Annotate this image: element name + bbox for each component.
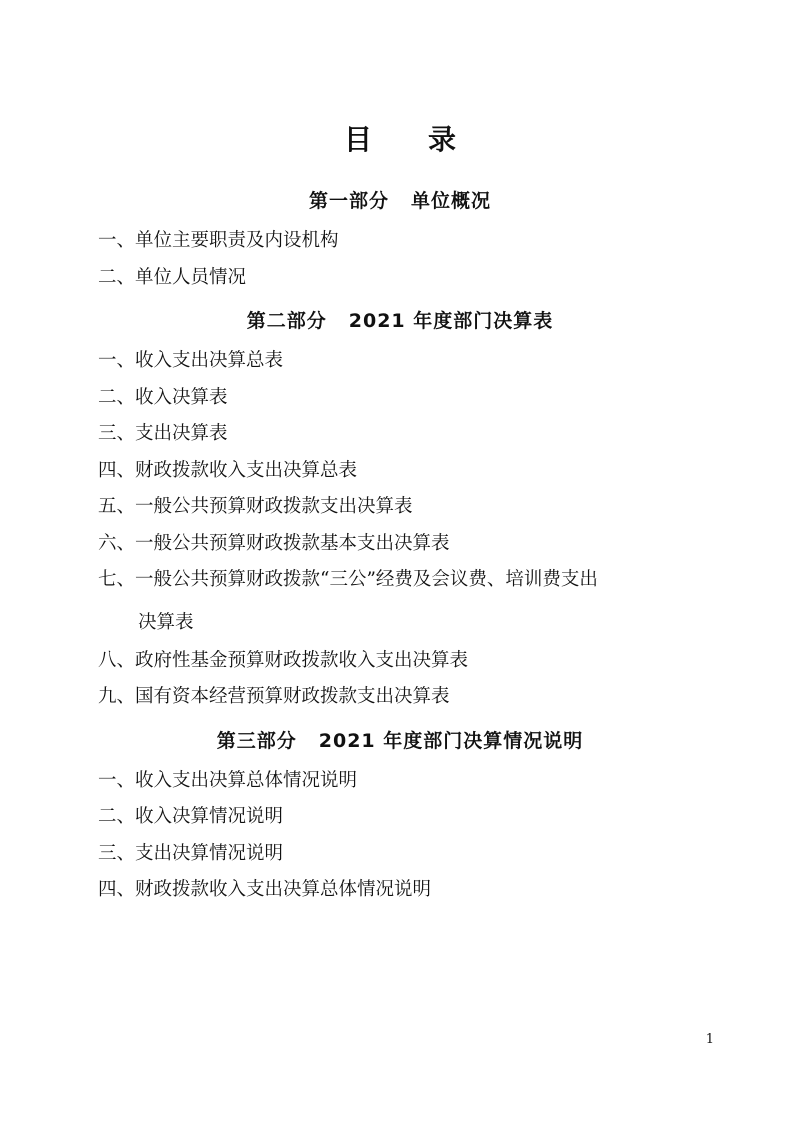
toc-entry[interactable]: [98, 260, 702, 297]
toc-section-1: [98, 186, 702, 296]
toc-entry-number: 三、: [98, 842, 136, 864]
toc-entry-number: 二、: [98, 806, 136, 827]
toc-entry-label: 收入决算表: [135, 386, 228, 408]
section-heading-2-label: 第二部分: [246, 310, 327, 332]
section-heading-1-title: 单位概况: [411, 190, 492, 212]
section-heading-2: [98, 306, 702, 333]
toc-entry-label: 财政拨款收入支出决算总表: [135, 459, 358, 481]
toc-entry[interactable]: [98, 223, 702, 260]
toc-entry-label: 国有资本经营预算财政拨款支出决算表: [135, 686, 450, 707]
toc-entry-number: 六、: [98, 532, 136, 554]
toc-entry[interactable]: [98, 489, 702, 526]
toc-entry-number: 二、: [98, 386, 136, 408]
toc-entry-label: 单位人员情况: [135, 266, 247, 288]
toc-entry-label: 支出决算情况说明: [135, 842, 284, 864]
section-heading-3-title: 2021 年度部门决算情况说明: [318, 729, 584, 752]
page-number: 1: [705, 1032, 714, 1047]
toc-entry[interactable]: [98, 562, 702, 599]
section-spacer: [98, 296, 702, 306]
toc-entry-number: 四、: [98, 459, 136, 481]
toc-entry[interactable]: [98, 679, 702, 716]
section-heading-3-label: 第三部分: [216, 729, 297, 752]
toc-entry-label: 收入支出决算总体情况说明: [135, 769, 358, 791]
section-heading-3: [98, 726, 702, 753]
toc-entry-number: 四、: [98, 879, 136, 900]
toc-entry-label: 收入支出决算总表: [135, 350, 284, 371]
toc-entry-number: 二、: [98, 266, 136, 288]
toc-entry-label: 财政拨款收入支出决算总体情况说明: [135, 879, 432, 900]
toc-entry[interactable]: [98, 380, 702, 417]
toc-entry[interactable]: [98, 416, 702, 453]
toc-entry[interactable]: [98, 453, 702, 490]
page-title: 目 录: [343, 123, 470, 156]
toc-entry-label: 支出决算表: [135, 423, 228, 444]
toc-entry-number: 七、: [98, 569, 136, 590]
toc-entry[interactable]: [98, 526, 702, 563]
toc-section-3: [98, 726, 702, 909]
toc-entry-label: 一般公共预算财政拨款“三公”经费及会议费、培训费支出: [135, 569, 598, 590]
toc-entry[interactable]: [98, 643, 702, 680]
toc-entry-number: 一、: [98, 230, 136, 251]
toc-entry-number: 三、: [98, 423, 136, 444]
toc-section-2: [98, 306, 702, 716]
toc-entry-label: 一般公共预算财政拨款支出决算表: [135, 496, 413, 517]
toc-content: [98, 118, 702, 909]
toc-entry[interactable]: [98, 836, 702, 873]
section-spacer: [98, 716, 702, 726]
toc-entry-label: 收入决算情况说明: [135, 806, 284, 827]
toc-entry[interactable]: [98, 763, 702, 800]
toc-entry-label: 一般公共预算财政拨款基本支出决算表: [135, 532, 450, 554]
section-heading-2-title: 2021 年度部门决算表: [348, 310, 554, 332]
toc-entry-number: 九、: [98, 686, 136, 707]
toc-entry-number: 一、: [98, 769, 136, 791]
toc-entry[interactable]: [98, 343, 702, 380]
toc-entry-number: 五、: [98, 496, 136, 517]
toc-entry[interactable]: [98, 799, 702, 836]
toc-entry-label: 政府性基金预算财政拨款收入支出决算表: [135, 649, 469, 671]
toc-entry-continuation: 决算表: [138, 611, 194, 633]
section-heading-1-label: 第一部分: [308, 190, 389, 212]
toc-entry[interactable]: [98, 872, 702, 909]
toc-entry-label: 单位主要职责及内设机构: [135, 230, 339, 251]
toc-entry-number: 一、: [98, 350, 136, 371]
section-heading-1: [98, 186, 702, 213]
toc-entry-number: 八、: [98, 649, 136, 671]
